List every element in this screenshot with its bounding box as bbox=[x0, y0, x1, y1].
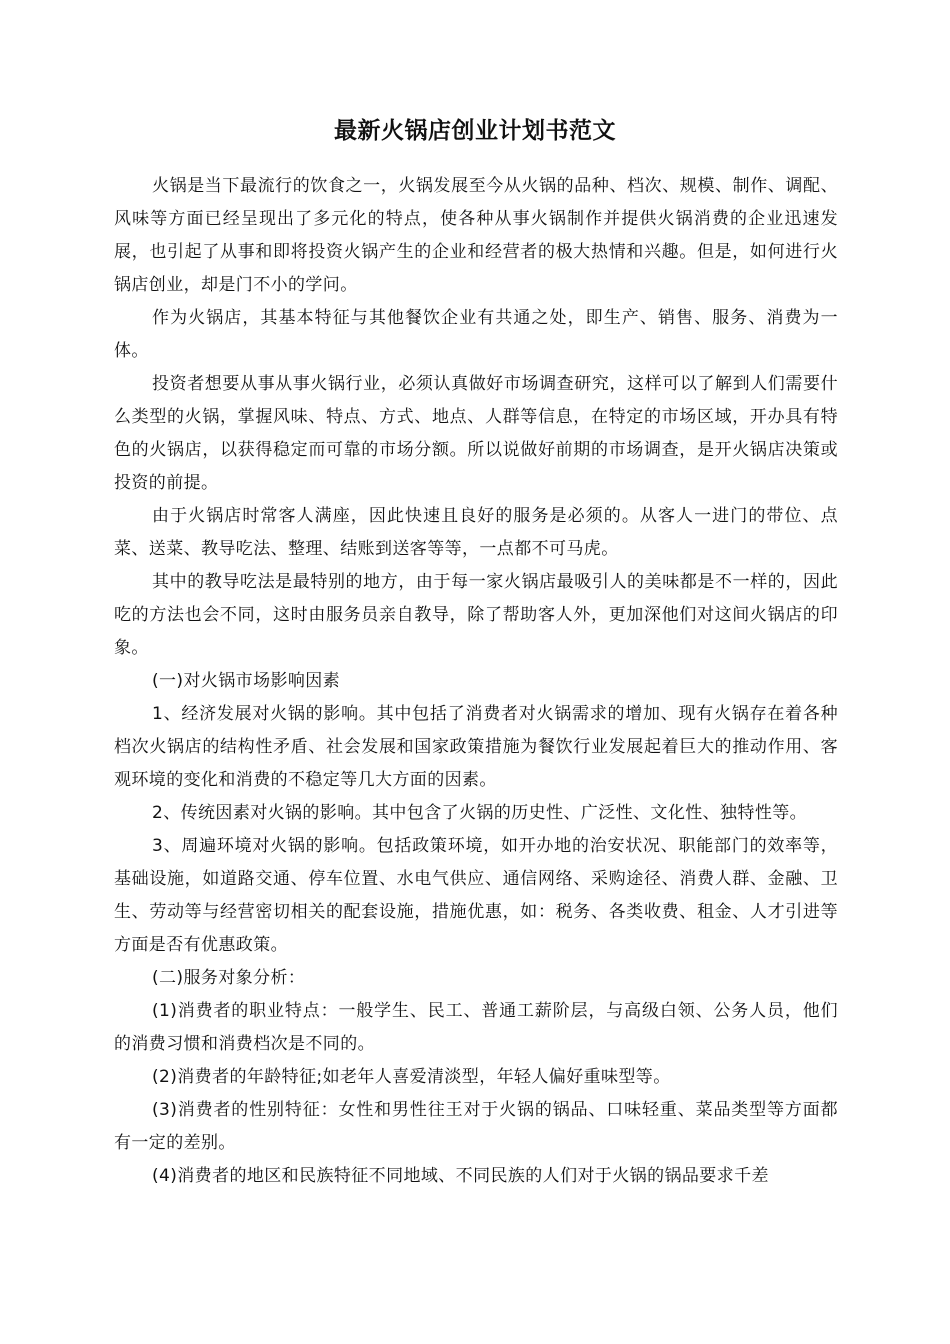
paragraph-intro: 火锅是当下最流行的饮食之一，火锅发展至今从火锅的品种、档次、规模、制作、调配、风味等方面已经呈现出了多元化的特点，使各种从事火锅制作并提供火锅消费的企业迅速发展，也引起了从事和即将投资火锅产生的企业和经营者的极大热情和兴趣。但是，如何进行火锅店创业，却是门不小的学问。 bbox=[114, 176, 838, 295]
paragraph-teaching: 其中的教导吃法是最特别的地方，由于每一家火锅店最吸引人的美味都是不一样的，因此吃的方法也会不同，这时由服务员亲自教导，除了帮助客人外，更加深他们对这间火锅店的印象。 bbox=[114, 572, 838, 658]
paragraph-market-research: 投资者想要从事从事火锅行业，必须认真做好市场调查研究，这样可以了解到人们需要什么类型的火锅，掌握风味、特点、方式、地点、人群等信息，在特定的市场区域，开办具有特色的火锅店，以获得稳定而可靠的市场分额。所以说做好前期的市场调查，是开火锅店决策或投资的前提。 bbox=[114, 374, 838, 493]
paragraph-service: 由于火锅店时常客人满座，因此快速且良好的服务是必须的。从客人一进门的带位、点菜、送菜、教导吃法、整理、结账到送客等等，一点都不可马虎。 bbox=[114, 506, 838, 559]
paragraph-economic-factor: 1、经济发展对火锅的影响。其中包括了消费者对火锅需求的增加、现有火锅存在着各种档次火锅店的结构性矛盾、社会发展和国家政策措施为餐饮行业发展起着巨大的推动作用、客观环境的变化和消费的不稳定等几大方面的因素。 bbox=[114, 704, 838, 790]
section-heading-customer-analysis: (二)服务对象分析： bbox=[152, 968, 306, 988]
section-heading-market-factors: (一)对火锅市场影响因素 bbox=[152, 671, 341, 691]
paragraph-features: 作为火锅店，其基本特征与其他餐饮企业有共通之处，即生产、销售、服务、消费为一体。 bbox=[114, 308, 838, 361]
paragraph-region: (4)消费者的地区和民族特征不同地域、不同民族的人们对于火锅的锅品要求千差 bbox=[152, 1166, 769, 1186]
paragraph-age: (2)消费者的年龄特征;如老年人喜爱清淡型，年轻人偏好重味型等。 bbox=[152, 1067, 671, 1087]
paragraph-tradition-factor: 2、传统因素对火锅的影响。其中包含了火锅的历史性、广泛性、文化性、独特性等。 bbox=[152, 803, 808, 823]
document-body bbox=[114, 170, 838, 1193]
document-title: 最新火锅店创业计划书范文 bbox=[334, 118, 616, 144]
paragraph-environment-factor: 3、周遍环境对火锅的影响。包括政策环境，如开办地的治安状况、职能部门的效率等，基础设施，如道路交通、停车位置、水电气供应、通信网络、采购途径、消费人群、金融、卫生、劳动等与经营密切相关的配套设施，措施优惠，如：税务、各类收费、租金、人才引进等方面是否有优惠政策。 bbox=[114, 836, 838, 955]
paragraph-occupation: (1)消费者的职业特点：一般学生、民工、普通工薪阶层，与高级白领、公务人员，他们的消费习惯和消费档次是不同的。 bbox=[114, 1001, 838, 1054]
paragraph-gender: (3)消费者的性别特征：女性和男性往王对于火锅的锅品、口味轻重、菜品类型等方面都有一定的差别。 bbox=[114, 1100, 838, 1153]
